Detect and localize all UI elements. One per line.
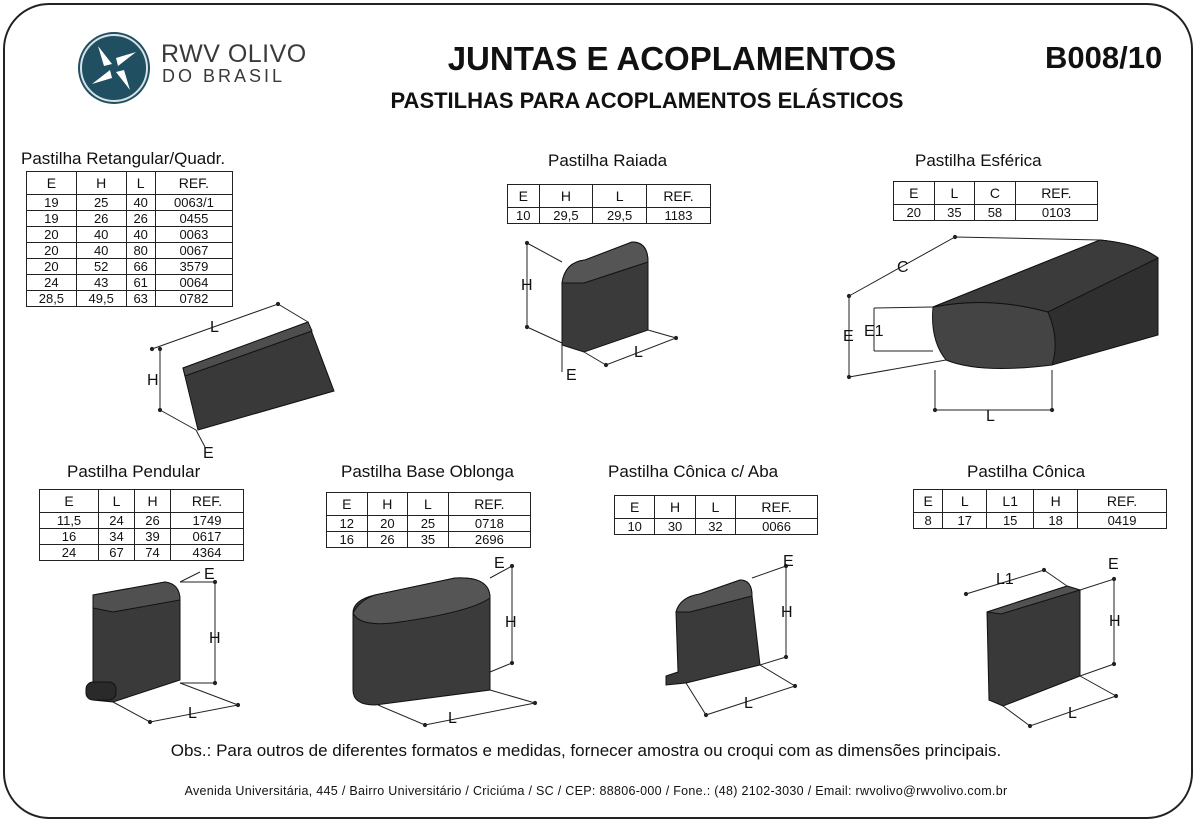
- raiada-dim-l: L: [634, 344, 643, 361]
- column-header: H: [539, 185, 593, 208]
- table-cell: 12: [327, 516, 368, 532]
- retangular-title: Pastilha Retangular/Quadr.: [21, 149, 226, 168]
- table-cell: 24: [27, 275, 77, 291]
- page-title: JUNTAS E ACOPLAMENTOS: [447, 40, 897, 77]
- retangular-dim-h: H: [147, 372, 159, 389]
- table-cell: 40: [76, 227, 126, 243]
- table-cell: 20: [367, 516, 408, 532]
- table-cell: 39: [135, 529, 171, 545]
- page-subtitle: PASTILHAS PARA ACOPLAMENTOS ELÁSTICOS: [390, 88, 904, 113]
- raiada-dim-h: H: [521, 277, 533, 294]
- conica-dim-l1: L1: [996, 571, 1014, 588]
- column-header: L: [99, 490, 135, 513]
- esferica-dim-e1: E1: [864, 323, 884, 340]
- pendular-title: Pastilha Pendular: [67, 462, 201, 481]
- pendular-part-drawing: [86, 572, 240, 724]
- table-cell: 0103: [1015, 205, 1097, 221]
- oblonga-title: Pastilha Base Oblonga: [341, 462, 514, 481]
- column-header: E: [508, 185, 540, 208]
- table-cell: 0064: [155, 275, 232, 291]
- table-cell: 40: [76, 243, 126, 259]
- oblonga-dim-l: L: [448, 710, 457, 727]
- esferica-dim-l: L: [986, 408, 995, 425]
- table-cell: 0455: [155, 211, 232, 227]
- retangular-dim-e: E: [203, 445, 214, 462]
- column-header: L1: [987, 490, 1034, 513]
- table-cell: 0617: [171, 529, 244, 545]
- table-cell: 25: [76, 195, 126, 211]
- table-cell: 26: [126, 211, 155, 227]
- oblonga-dim-e: E: [494, 555, 505, 572]
- table-cell: 29,5: [539, 208, 593, 224]
- table-cell: 52: [76, 259, 126, 275]
- table-cell: 19: [27, 211, 77, 227]
- table-cell: 67: [99, 545, 135, 561]
- table-cell: 0063/1: [155, 195, 232, 211]
- document-code: B008/10: [1045, 40, 1163, 75]
- column-header: C: [975, 182, 1016, 205]
- table-cell: 8: [914, 513, 943, 529]
- table-cell: 49,5: [76, 291, 126, 307]
- table-cell: 0419: [1078, 513, 1167, 529]
- footer-address: Avenida Universitária, 445 / Bairro Universitário / Criciúma / SC / CEP: 88806-000 / Fone.: (48) 2102-3030 / Email: rwvolivo@rwvolivo.com.br: [184, 784, 1008, 798]
- table-cell: 11,5: [40, 513, 99, 529]
- column-header: E: [40, 490, 99, 513]
- brand-name: RWV OLIVO: [161, 40, 307, 68]
- table-cell: 16: [40, 529, 99, 545]
- column-header: H: [367, 493, 408, 516]
- table-cell: 66: [126, 259, 155, 275]
- oblonga-part-drawing: [353, 564, 537, 726]
- table-cell: 10: [615, 519, 655, 535]
- column-header: L: [695, 496, 735, 519]
- table-cell: 0067: [155, 243, 232, 259]
- oblonga-dim-h: H: [505, 614, 517, 631]
- table-cell: 0718: [448, 516, 530, 532]
- conica-aba-dim-e: E: [783, 553, 794, 570]
- pendular-dim-l: L: [188, 705, 197, 722]
- column-header: REF.: [155, 172, 232, 195]
- table-cell: 4364: [171, 545, 244, 561]
- table-cell: 43: [76, 275, 126, 291]
- column-header: REF.: [448, 493, 530, 516]
- esferica-part-drawing: [847, 235, 1158, 411]
- column-header: E: [27, 172, 77, 195]
- column-header: L: [408, 493, 449, 516]
- column-header: E: [914, 490, 943, 513]
- observation-note: Obs.: Para outros de diferentes formatos e medidas, fornecer amostra ou croqui com as dimensões principais.: [170, 741, 1002, 760]
- table-cell: 1183: [646, 208, 710, 224]
- conica-part-drawing: [964, 568, 1117, 727]
- table-cell: 1749: [171, 513, 244, 529]
- table-cell: 0782: [155, 291, 232, 307]
- pendular-dim-e: E: [204, 566, 215, 583]
- table-cell: 20: [27, 227, 77, 243]
- column-header: REF.: [1015, 182, 1097, 205]
- table-cell: 58: [975, 205, 1016, 221]
- table-cell: 0066: [736, 519, 818, 535]
- column-header: E: [615, 496, 655, 519]
- raiada-dim-e: E: [566, 367, 577, 384]
- table-cell: 35: [934, 205, 975, 221]
- table-cell: 63: [126, 291, 155, 307]
- table-cell: 26: [367, 532, 408, 548]
- raiada-part-drawing: [525, 241, 677, 372]
- table-cell: 20: [894, 205, 935, 221]
- table-cell: 19: [27, 195, 77, 211]
- column-header: REF.: [171, 490, 244, 513]
- table-cell: 40: [126, 227, 155, 243]
- table-cell: 16: [327, 532, 368, 548]
- table-cell: 17: [943, 513, 987, 529]
- conica-dim-e: E: [1108, 556, 1119, 573]
- retangular-dim-l: L: [210, 319, 219, 336]
- table-cell: 2696: [448, 532, 530, 548]
- column-header: H: [1034, 490, 1078, 513]
- column-header: REF.: [736, 496, 818, 519]
- column-header: H: [655, 496, 695, 519]
- conica-aba-dim-l: L: [744, 695, 753, 712]
- table-cell: 30: [655, 519, 695, 535]
- table-cell: 0063: [155, 227, 232, 243]
- column-header: REF.: [646, 185, 710, 208]
- table-cell: 18: [1034, 513, 1078, 529]
- conica-title: Pastilha Cônica: [967, 462, 1086, 481]
- table-cell: 25: [408, 516, 449, 532]
- conica-aba-part-drawing: [666, 564, 797, 716]
- raiada-title: Pastilha Raiada: [548, 151, 668, 170]
- conica-dim-l: L: [1068, 705, 1077, 722]
- column-header: E: [327, 493, 368, 516]
- table-cell: 34: [99, 529, 135, 545]
- esferica-dim-c: C: [897, 259, 909, 276]
- column-header: L: [126, 172, 155, 195]
- table-cell: 20: [27, 243, 77, 259]
- column-header: H: [76, 172, 126, 195]
- table-cell: 24: [99, 513, 135, 529]
- table-cell: 15: [987, 513, 1034, 529]
- table-cell: 24: [40, 545, 99, 561]
- table-cell: 74: [135, 545, 171, 561]
- table-cell: 26: [135, 513, 171, 529]
- table-cell: 28,5: [27, 291, 77, 307]
- table-cell: 10: [508, 208, 540, 224]
- table-cell: 20: [27, 259, 77, 275]
- table-cell: 40: [126, 195, 155, 211]
- conica-aba-title: Pastilha Cônica c/ Aba: [608, 462, 779, 481]
- retangular-part-drawing: [150, 302, 334, 447]
- esferica-dim-e: E: [843, 328, 854, 345]
- table-cell: 61: [126, 275, 155, 291]
- column-header: REF.: [1078, 490, 1167, 513]
- brand-subtitle: DO BRASIL: [162, 66, 286, 86]
- table-cell: 26: [76, 211, 126, 227]
- table-cell: 3579: [155, 259, 232, 275]
- table-cell: 32: [695, 519, 735, 535]
- column-header: L: [593, 185, 647, 208]
- pendular-dim-h: H: [209, 630, 221, 647]
- conica-aba-dim-h: H: [781, 604, 793, 621]
- table-cell: 80: [126, 243, 155, 259]
- column-header: E: [894, 182, 935, 205]
- esferica-title: Pastilha Esférica: [915, 151, 1042, 170]
- column-header: L: [934, 182, 975, 205]
- table-cell: 29,5: [593, 208, 647, 224]
- column-header: H: [135, 490, 171, 513]
- conica-dim-h: H: [1109, 613, 1121, 630]
- table-cell: 35: [408, 532, 449, 548]
- column-header: L: [943, 490, 987, 513]
